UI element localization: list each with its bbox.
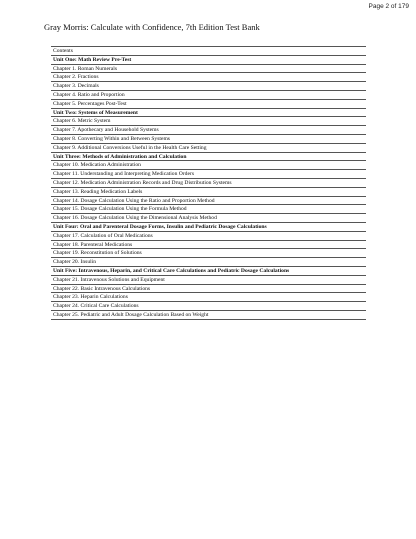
- toc-chapter-row: Chapter 13. Reading Medication Labels: [51, 188, 366, 197]
- toc-chapter-row: Chapter 12. Medication Administration Records and Drug Distribution Systems: [51, 179, 366, 188]
- toc-unit-row: Unit Five: Intravenous, Heparin, and Critical Care Calculations and Pediatric Dosage Calculations: [51, 267, 366, 276]
- toc-chapter-row: Chapter 23. Heparin Calculations: [51, 293, 366, 302]
- toc-chapter-row: Chapter 7. Apothecary and Household Systems: [51, 126, 366, 135]
- toc-chapter-row: Chapter 2. Fractions: [51, 73, 366, 82]
- toc-chapter-row: Chapter 24. Critical Care Calculations: [51, 302, 366, 311]
- toc-chapter-row: Chapter 22. Basic Intravenous Calculations: [51, 285, 366, 294]
- toc-chapter-row: Chapter 4. Ratio and Proportion: [51, 91, 366, 100]
- toc-chapter-row: Chapter 15. Dosage Calculation Using the Formula Method: [51, 205, 366, 214]
- toc-chapter-row: Chapter 21. Intravenous Solutions and Equipment: [51, 276, 366, 285]
- toc-chapter-row: Chapter 8. Converting Within and Between Systems: [51, 135, 366, 144]
- toc-chapter-row: Chapter 18. Parenteral Medications: [51, 241, 366, 250]
- toc-chapter-row: Chapter 14. Dosage Calculation Using the Ratio and Proportion Method: [51, 197, 366, 206]
- toc-chapter-row: Chapter 19. Reconstitution of Solutions: [51, 249, 366, 258]
- toc-chapter-row: Chapter 6. Metric System: [51, 117, 366, 126]
- toc-chapter-row: Chapter 16. Dosage Calculation Using the Dimensional Analysis Method: [51, 214, 366, 223]
- document-title: Gray Morris: Calculate with Confidence, 7th Edition Test Bank: [44, 22, 260, 32]
- toc-unit-row: Unit Three: Methods of Administration and Calculation: [51, 153, 366, 162]
- table-of-contents: [51, 46, 366, 320]
- toc-unit-row: Unit Four: Oral and Parenteral Dosage Forms, Insulin and Pediatric Dosage Calculations: [51, 223, 366, 232]
- toc-unit-row: Unit Two: Systems of Measurement: [51, 109, 366, 118]
- toc-chapter-row: Chapter 10. Medication Administration: [51, 161, 366, 170]
- toc-chapter-row: Chapter 20. Insulin: [51, 258, 366, 267]
- toc-chapter-row: Chapter 11. Understanding and Interpreting Medication Orders: [51, 170, 366, 179]
- toc-chapter-row: Chapter 9. Additional Conversions Useful in the Health Care Setting: [51, 144, 366, 153]
- toc-heading-row: Contents: [51, 47, 366, 56]
- toc-chapter-row: Chapter 25. Pediatric and Adult Dosage Calculation Based on Weight: [51, 311, 366, 320]
- toc-chapter-row: Chapter 17. Calculation of Oral Medications: [51, 232, 366, 241]
- toc-chapter-row: Chapter 5. Percentages Post-Test: [51, 100, 366, 109]
- page-number: Page 2 of 179: [368, 3, 409, 10]
- toc-unit-row: Unit One: Math Review Pre-Test: [51, 56, 366, 65]
- toc-chapter-row: Chapter 3. Decimals: [51, 82, 366, 91]
- toc-chapter-row: Chapter 1. Roman Numerals: [51, 65, 366, 74]
